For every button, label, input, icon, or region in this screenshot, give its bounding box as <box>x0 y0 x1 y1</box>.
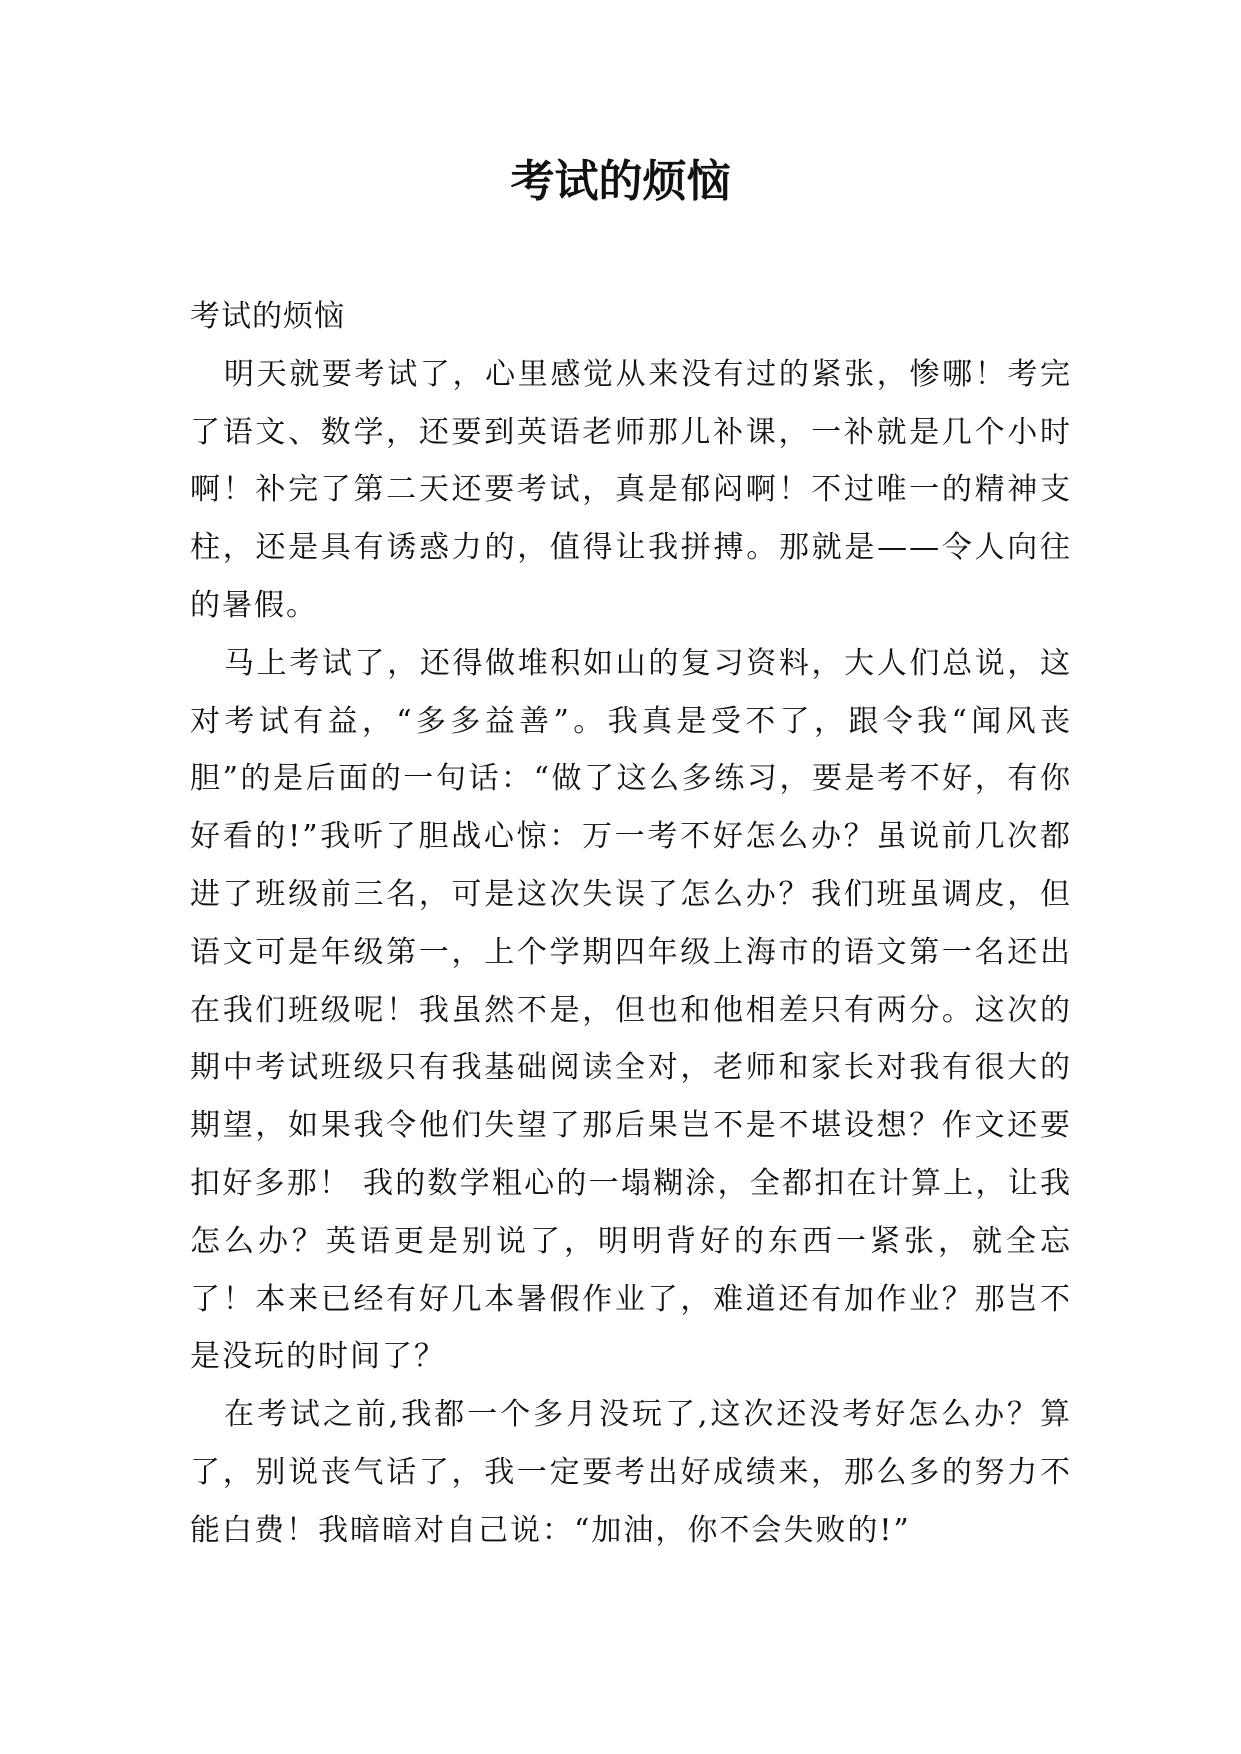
paragraph-3: 在考试之前,我都一个多月没玩了,这次还没考好怎么办？算了，别说丧气话了，我一定要考出好成绩来，那么多的努力不能白费！我暗暗对自己说：“加油，你不会失败的!” <box>190 1397 1072 1548</box>
document-title: 考试的烦恼 <box>510 156 731 207</box>
document-subtitle: 考试的烦恼 <box>190 299 345 334</box>
paragraph-2: 马上考试了，还得做堆积如山的复习资料，大人们总说，这对考试有益，“多多益善”。我真是受不了，跟令我“闻风丧胆”的是后面的一句话：“做了这么多练习，要是考不好，有你好看的!”我听了胆战心惊：万一考不好怎么办？虽说前几次都进了班级前三名，可是这次失误了怎么办？我们班虽调皮，但语文可是年级第一，上个学期四年级上海市的语文第一名还出在我们班级呢！我虽然不是，但也和他相差只有两分。这次的期中考试班级只有我基础阅读全对，老师和家长对我有很大的期望，如果我令他们失望了那后果岂不是不堪设想？作文还要扣好多那！ 我的数学粗心的一塌糊涂，全都扣在计算上，让我怎么办？英语更是别说了，明明背好的东西一紧张，就全忘了！本来已经有好几本暑假作业了，难道还有加作业？那岂不是没玩的时间了？ <box>190 645 1072 1375</box>
paragraph-1: 明天就要考试了，心里感觉从来没有过的紧张，惨哪！考完了语文、数学，还要到英语老师那儿补课，一补就是几个小时啊！补完了第二天还要考试，真是郁闷啊！不过唯一的精神支柱，还是具有诱惑力的，值得让我拼搏。那就是——令人向往的暑假。 <box>190 356 1072 623</box>
document-body <box>190 288 1072 1560</box>
